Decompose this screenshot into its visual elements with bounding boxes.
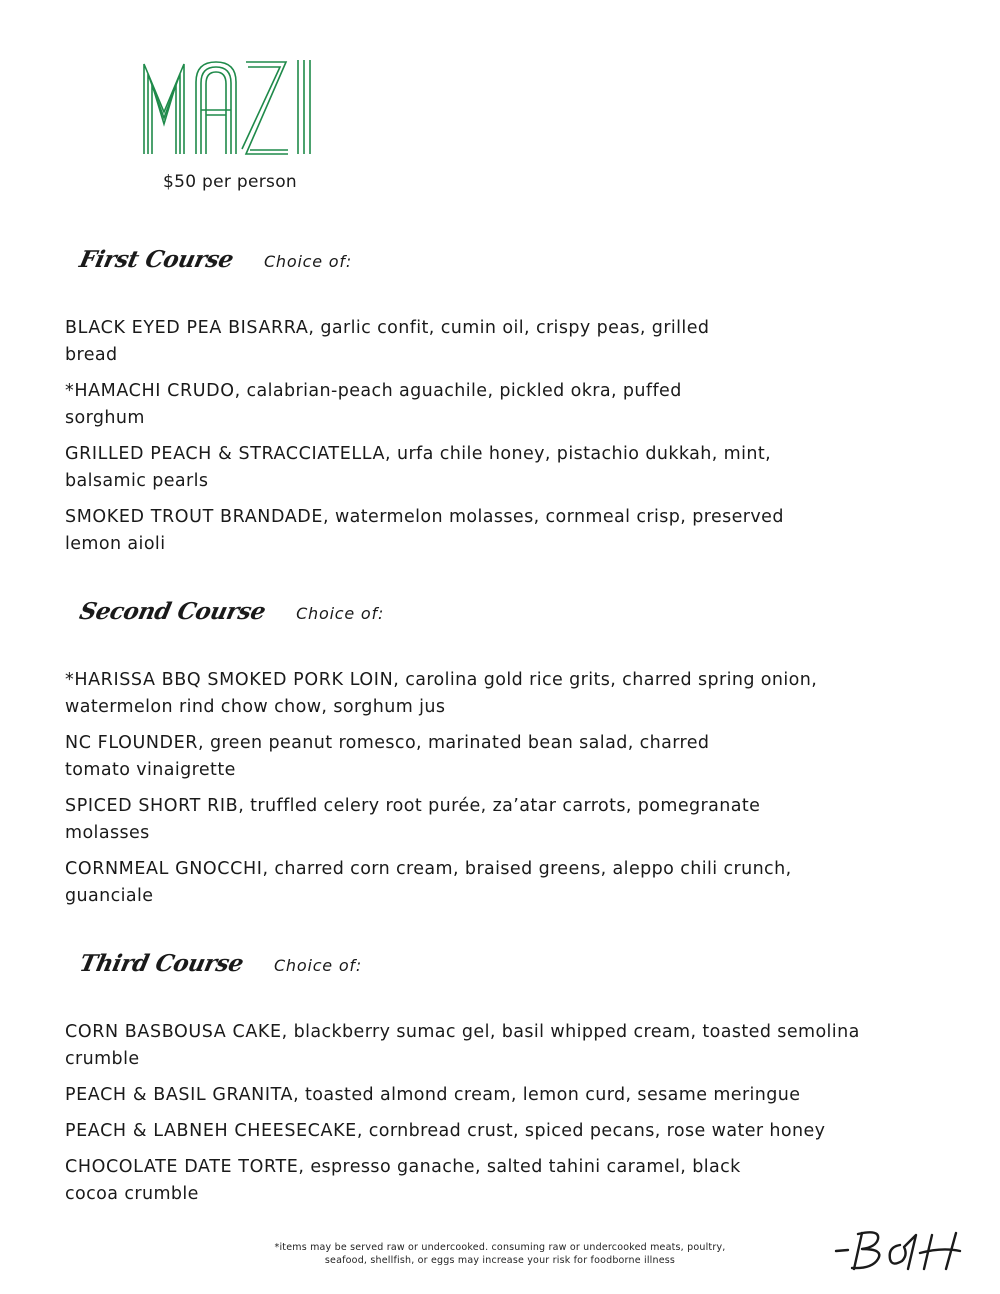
menu-item: GRILLED PEACH & STRACCIATELLA, urfa chile honey, pistachio dukkah, mint, balsamic pearls	[65, 444, 772, 491]
menu-item: SMOKED TROUT BRANDADE, watermelon molasses, cornmeal crisp, preserved lemon aioli	[65, 507, 784, 554]
course-items-first	[65, 315, 885, 567]
choice-label: Choice of:	[296, 604, 385, 623]
course-title: Second Course	[77, 598, 268, 625]
logo-letter-a	[196, 62, 236, 154]
menu-item: SPICED SHORT RIB, truffled celery root purée, za’atar carrots, pomegranate molasses	[65, 796, 761, 843]
logo-letter-z	[242, 62, 288, 154]
allergen-disclaimer: *items may be served raw or undercooked. consuming raw or undercooked meats, poultry, seafood, shellfish, or eggs may increase your risk for foodborne illness	[274, 1242, 726, 1266]
course-header-third	[77, 950, 363, 994]
course-header-second	[77, 598, 385, 642]
course-header-first	[77, 246, 353, 290]
menu-item: CORN BASBOUSA CAKE, blackberry sumac gel, basil whipped cream, toasted semolina crumble	[65, 1022, 860, 1069]
menu-item: *HARISSA BBQ SMOKED PORK LOIN, carolina gold rice grits, charred spring onion, watermelon rind chow chow, sorghum jus	[65, 670, 818, 717]
boh-signature	[832, 1225, 962, 1275]
menu-item: BLACK EYED PEA BISARRA, garlic confit, cumin oil, crispy peas, grilled bread	[65, 318, 710, 365]
menu-item: *HAMACHI CRUDO, calabrian-peach aguachile, pickled okra, puffed sorghum	[65, 381, 682, 428]
menu-item: CHOCOLATE DATE TORTE, espresso ganache, salted tahini caramel, black cocoa crumble	[65, 1157, 741, 1204]
mazi-logo	[138, 52, 328, 162]
menu-item: PEACH & BASIL GRANITA, toasted almond cream, lemon curd, sesame meringue	[65, 1085, 801, 1105]
price-per-person: $50 per person	[163, 172, 297, 192]
menu-item: CORNMEAL GNOCCHI, charred corn cream, braised greens, aleppo chili crunch, guanciale	[65, 859, 792, 906]
course-items-third	[65, 1019, 885, 1217]
choice-label: Choice of:	[273, 956, 363, 975]
course-items-second	[65, 667, 885, 919]
choice-label: Choice of:	[263, 252, 353, 271]
course-title: Third Course	[77, 950, 246, 977]
menu-item: PEACH & LABNEH CHEESECAKE, cornbread crust, spiced pecans, rose water honey	[65, 1121, 826, 1141]
logo-letter-i	[298, 60, 310, 154]
logo-letter-m	[144, 64, 184, 154]
course-title: First Course	[77, 246, 236, 273]
menu-item: NC FLOUNDER, green peanut romesco, marinated bean salad, charred tomato vinaigrette	[65, 733, 710, 780]
